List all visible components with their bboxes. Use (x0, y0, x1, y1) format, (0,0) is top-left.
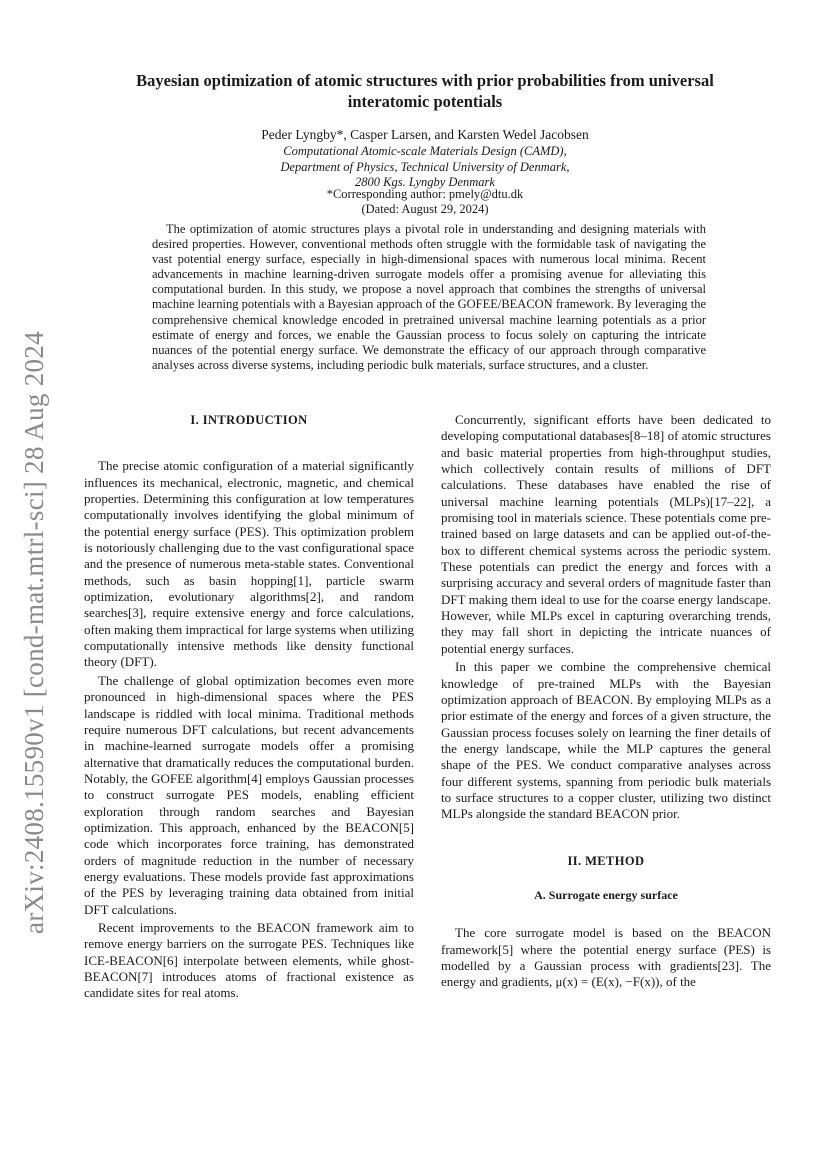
affiliation-line: 2800 Kgs. Lyngby Denmark (355, 175, 495, 189)
section-heading-introduction: I. INTRODUCTION (190, 413, 308, 427)
body-paragraph: Concurrently, significant efforts have been dedicated to developing computational databases[8–18] of atomic structures and basic material properties from high-throughput studies, which collectively contain results of millions of DFT calculations. These databases have enabled the rise of universal machine learning potentials (MLPs)[17–22], a promising tool in materials science. These potentials come pre-trained based on large datasets and can be applied out-of-the-box to different chemical systems across the periodic system. These potentials can predict the energy and forces with a surprising accuracy and several orders of magnitude faster than DFT making them ideal to use for the coarse energy landscape. However, while MLPs excel in capturing overarching trends, they may fall short in depicting the intricate nuances of potential energy surfaces. (441, 412, 771, 656)
title-line: interatomic potentials (347, 92, 503, 111)
affiliation (150, 144, 700, 191)
body-paragraph: In this paper we combine the comprehensive chemical knowledge of pre-trained MLPs with the Bayesian optimization approach of BEACON. By employing MLPs as a prior estimate of the energy and forces of a given structure, the Gaussian process focuses solely on learning the finer details of the energy landscape, while the MLP captures the general shape of the PES. We conduct comparative analyses across four different systems, spanning from periodic bulk materials to surface structures to a copper cluster, utilizing two distinct MLPs alongside the standard BEACON prior. (441, 659, 771, 822)
author-list: Peder Lyngby*, Casper Larsen, and Karsten Wedel Jacobsen (261, 127, 589, 142)
body-paragraph: The core surrogate model is based on the BEACON framework[5] where the potential energy surface (PES) is modelled by a Gaussian process with gradients[23]. The energy and gradients, μ(x) = (E(x), −F(x)), of the (441, 925, 771, 990)
section-heading-method: II. METHOD (567, 853, 645, 868)
paper-title (80, 70, 770, 112)
abstract: The optimization of atomic structures plays a pivotal role in understanding and designing materials with desired properties. However, conventional methods often struggle with the formidable task of navigating the vast potential energy surface, especially in high-dimensional spaces with numerous local minima. Recent advancements in machine learning-driven surrogate models offer a promising avenue for alleviating this computational burden. In this study, we propose a novel approach that combines the strengths of universal machine learning potentials with a Bayesian approach of the GOFEE/BEACON framework. By leveraging the comprehensive chemical knowledge encoded in pretrained universal machine learning potentials as a prior estimate of energy and forces, we enable the Gaussian process to focus solely on capturing the intricate nuances of the potential energy surface. We demonstrate the efficacy of our approach through comparative analyses across diverse systems, including periodic bulk materials, surface structures, and a cluster. (152, 222, 706, 372)
right-column (441, 412, 771, 991)
affiliation-line: Department of Physics, Technical University of Denmark, (280, 159, 570, 174)
corresponding-author: *Corresponding author: pmely@dtu.dk (326, 187, 524, 201)
arxiv-identifier: arXiv:2408.15590v1 [cond-mat.mtrl-sci] 28 Aug 2024 (18, 331, 49, 934)
left-column (84, 412, 414, 1002)
title-line: Bayesian optimization of atomic structures with prior probabilities from universal (136, 71, 714, 90)
date-line: (Dated: August 29, 2024) (361, 202, 489, 216)
body-paragraph: Recent improvements to the BEACON framework aim to remove energy barriers on the surrogate PES. Techniques like ICE-BEACON[6] interpolate between elements, while ghost-BEACON[7] introduces atoms of fractional existence as candidate sites for real atoms. (84, 919, 414, 1001)
affiliation-line: Computational Atomic-scale Materials Design (CAMD), (283, 144, 567, 158)
body-paragraph: The challenge of global optimization becomes even more pronounced in high-dimensional spaces where the PES landscape is riddled with local minima. Traditional methods require numerous DFT calculations, but recent advancements in machine-learned surrogate models offer a promising alternative that dramatically reduces the computational burden. Notably, the GOFEE algorithm[4] employs Gaussian processes to construct surrogate PES models, enabling efficient exploration through random searches and Bayesian optimization. This approach, enhanced by the BEACON[5] code which incorporates force training, has demonstrated orders of magnitude reduction in the number of necessary energy evaluations. These models provide fast approximations of the PES by leveraging training data obtained from initial DFT calculations. (84, 672, 414, 917)
body-paragraph: The precise atomic configuration of a material significantly influences its mechanical, electronic, magnetic, and chemical properties. Determining this configuration at low temperatures computationally involves identifying the global minimum of the potential energy surface (PES). This optimization problem is notoriously challenging due to the vast configurational space and the presence of numerous meta-stable states. Conventional methods, such as basin hopping[1], particle swarm optimization, evolutionary algorithms[2], and random searches[3], require extensive energy and force calculations, often making them impractical for large systems when utilizing computationally intensive methods like density functional theory (DFT). (84, 458, 414, 670)
subsection-heading: A. Surrogate energy surface (534, 887, 678, 902)
